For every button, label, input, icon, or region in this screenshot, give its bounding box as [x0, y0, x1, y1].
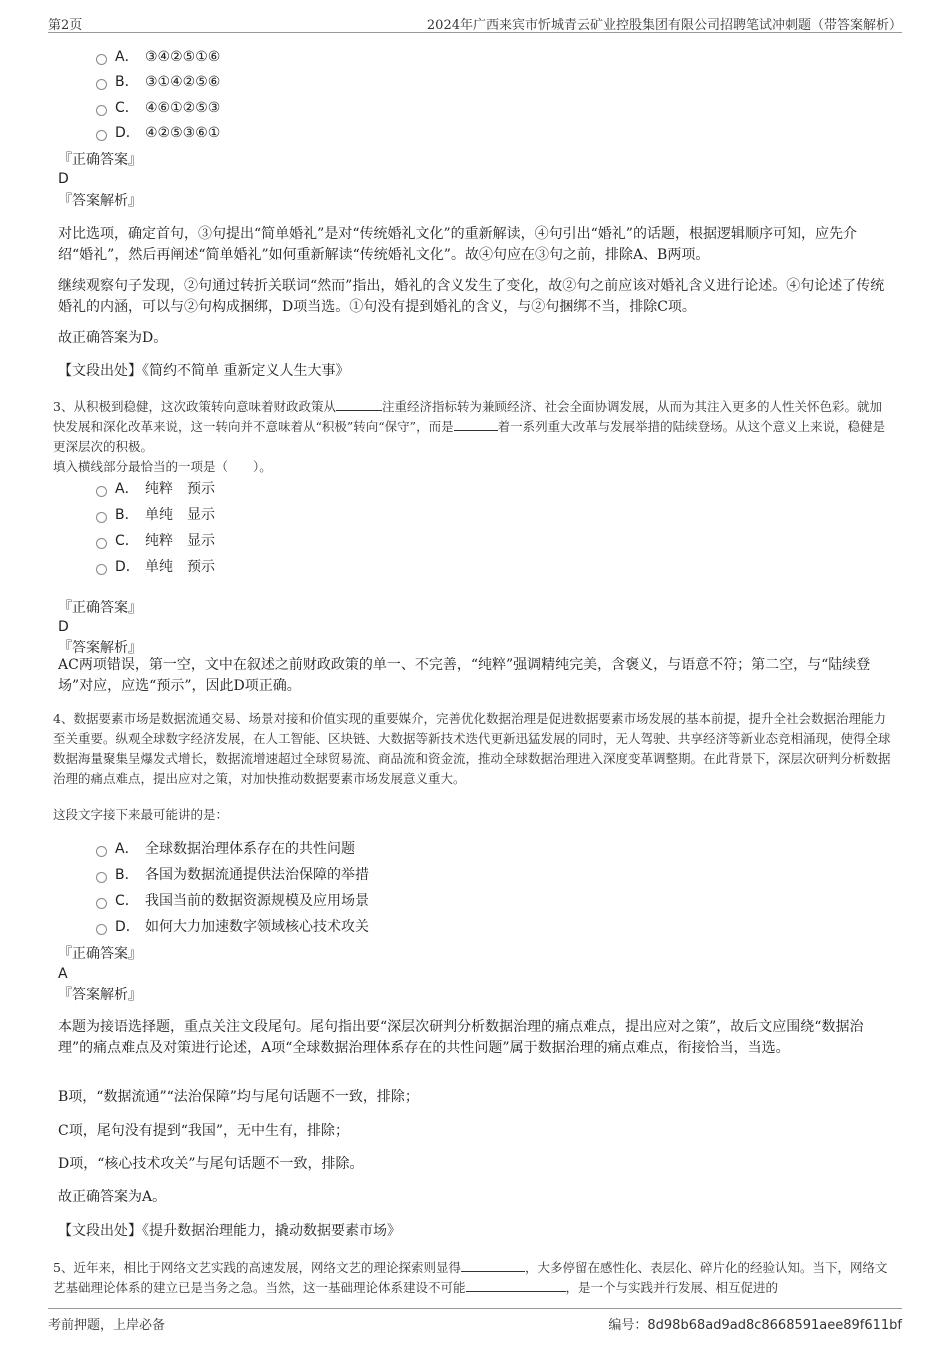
q3-option-c[interactable]: C． 纯粹 显示 [96, 532, 215, 550]
blank-line [454, 418, 498, 431]
page-footer [48, 1308, 902, 1339]
q3-prompt: 填入横线部分最恰当的一项是（ ）。 [53, 459, 272, 474]
q4-analysis-p1: 本题为接语选择题，重点关注文段尾句。尾句指出要“深层次研判分析数据治理的痛点难点，提出应对之策”，故后文应围绕“数据治理”的痛点难点及对策进行论述，A项“全球数据治理体系存在的共性问题”属于数据治理的痛点难点，衔接恰当，当选。 [58, 1019, 864, 1056]
q4-source: 【文段出处】《提升数据治理能力，撬动数据要素市场》 [58, 1223, 401, 1239]
q3-analysis-label: 『答案解析』 [58, 640, 142, 656]
radio-icon[interactable] [96, 846, 107, 857]
radio-icon[interactable] [96, 130, 107, 141]
q4-option-d[interactable]: D． 如何大力加速数字领域核心技术攻关 [96, 918, 369, 936]
radio-icon[interactable] [96, 486, 107, 497]
radio-icon[interactable] [96, 79, 107, 90]
q2-analysis-p3: 故正确答案为D。 [58, 330, 168, 346]
footer-slogan: 考前押题，上岸必备 [48, 1318, 166, 1333]
document-title: 2024年广西来宾市忻城青云矿业控股集团有限公司招聘笔试冲刺题（带答案解析） [426, 18, 902, 33]
q4-option-a[interactable]: A． 全球数据治理体系存在的共性问题 [96, 840, 355, 858]
radio-icon[interactable] [96, 512, 107, 523]
radio-icon[interactable] [96, 105, 107, 116]
blank-line [466, 1279, 566, 1292]
q5-stem: 5、近年来，相比于网络文艺实践的高速发展，网络文艺的理论探索则显得 ，大多停留在感性化、表层化、碎片化的经验认知。当下，网络文艺基础理论体系的建立已是当务之急。当然，这一基础理论体系建设不可能 ，是一个与实践并行发展、相互促进的 [53, 1260, 888, 1295]
q2-analysis-p2: 继续观察句子发现，②句通过转折关联词“然而”指出，婚礼的含义发生了变化，故②句之前应该对婚礼含义进行论述。④句论述了传统婚礼的内涵，可以与②句构成捆绑，D项当选。①句没有提到婚礼的含义，与②句捆绑不当，排除C项。 [58, 278, 885, 315]
q4-analysis-label: 『答案解析』 [58, 987, 142, 1003]
radio-icon[interactable] [96, 538, 107, 549]
document-code: 编号：8d98b68ad9ad8c8668591aee89f611bf [608, 1318, 902, 1333]
q4-analysis-p4: D项，“核心技术攻关”与尾句话题不一致，排除。 [58, 1156, 364, 1172]
q2-source: 【文段出处】《简约不简单 重新定义人生大事》 [58, 363, 350, 379]
q2-option-b[interactable]: B． ③①④②⑤⑥ [96, 73, 220, 91]
radio-icon[interactable] [96, 924, 107, 935]
page-number: 第2页 [48, 18, 83, 33]
q4-analysis-p5: 故正确答案为A。 [58, 1189, 167, 1205]
radio-icon[interactable] [96, 872, 107, 883]
blank-line [336, 398, 382, 411]
q3-stem: 3、从积极到稳健，这次政策转向意味着财政政策从 注重经济指标转为兼顾经济、社会全面协调发展，从而为其注入更多的人性关怀色彩。就加快发展和深化改革来说，这一转向并不意味着从“积极”转向“保守”，而是 着一系列重大改革与发展举措的陆续登场。从这个意义上来说，稳健是更深层次的积极。 [53, 399, 886, 454]
q4-analysis-p3: C项，尾句没有提到“我国”，无中生有，排除； [58, 1123, 350, 1139]
q4-stem: 4、数据要素市场是数据流通交易、场景对接和价值实现的重要媒介，完善优化数据治理是促进数据要素市场发展的基本前提，提升全社会数据治理能力至关重要。纵观全球数字经济发展，在人工智能、区块链、大数据等新技术迭代更新迅猛发展的同时，无人驾驶、共享经济等新业态竞相涌现，使得全球数据海量聚集呈爆发式增长，数据流增速超过全球贸易流、商品流和资金流，推动全球数据治理进入深度变革调整期。在此背景下，深层次研判分析数据治理的痛点难点，提出应对之策，对加快推动数据要素市场发展意义重大。 [53, 711, 891, 786]
q4-option-b[interactable]: B． 各国为数据流通提供法治保障的举措 [96, 866, 369, 884]
q4-answer: A [58, 966, 68, 982]
blank-line [461, 1259, 525, 1272]
radio-icon[interactable] [96, 564, 107, 575]
q2-answer-label: 『正确答案』 [58, 152, 142, 168]
q4-answer-label: 『正确答案』 [58, 946, 142, 962]
q4-option-c[interactable]: C． 我国当前的数据资源规模及应用场景 [96, 892, 369, 910]
q3-option-a[interactable]: A． 纯粹 预示 [96, 480, 215, 498]
q4-prompt: 这段文字接下来最可能讲的是： [53, 807, 229, 822]
q2-analysis-label: 『答案解析』 [58, 193, 142, 209]
q2-answer: D [58, 171, 69, 187]
radio-icon[interactable] [96, 54, 107, 65]
q3-option-b[interactable]: B． 单纯 显示 [96, 506, 215, 524]
q2-analysis-p1: 对比选项，确定首句，③句提出“简单婚礼”是对“传统婚礼文化”的重新解读，④句引出“婚礼”的话题，根据逻辑顺序可知，应先介绍“婚礼”，然后再阐述“简单婚礼”如何重新解读“传统婚礼文化”。故④句应在③句之前，排除A、B两项。 [58, 226, 857, 263]
page-header [48, 10, 902, 33]
q2-option-a[interactable]: A． ③④②⑤①⑥ [96, 48, 220, 66]
q3-option-d[interactable]: D． 单纯 预示 [96, 558, 215, 576]
q3-answer-label: 『正确答案』 [58, 600, 142, 616]
q2-option-d[interactable]: D． ④②⑤③⑥① [96, 124, 220, 142]
radio-icon[interactable] [96, 898, 107, 909]
q3-answer: D [58, 619, 69, 635]
q3-analysis: AC两项错误，第一空，文中在叙述之前财政政策的单一、不完善，“纯粹”强调精纯完美，含褒义，与语意不符；第二空，与“陆续登场”对应，应选“预示”，因此D项正确。 [58, 657, 871, 694]
q2-option-c[interactable]: C． ④⑥①②⑤③ [96, 99, 220, 117]
q4-analysis-p2: B项，“数据流通”“法治保障”均与尾句话题不一致，排除； [58, 1089, 419, 1105]
